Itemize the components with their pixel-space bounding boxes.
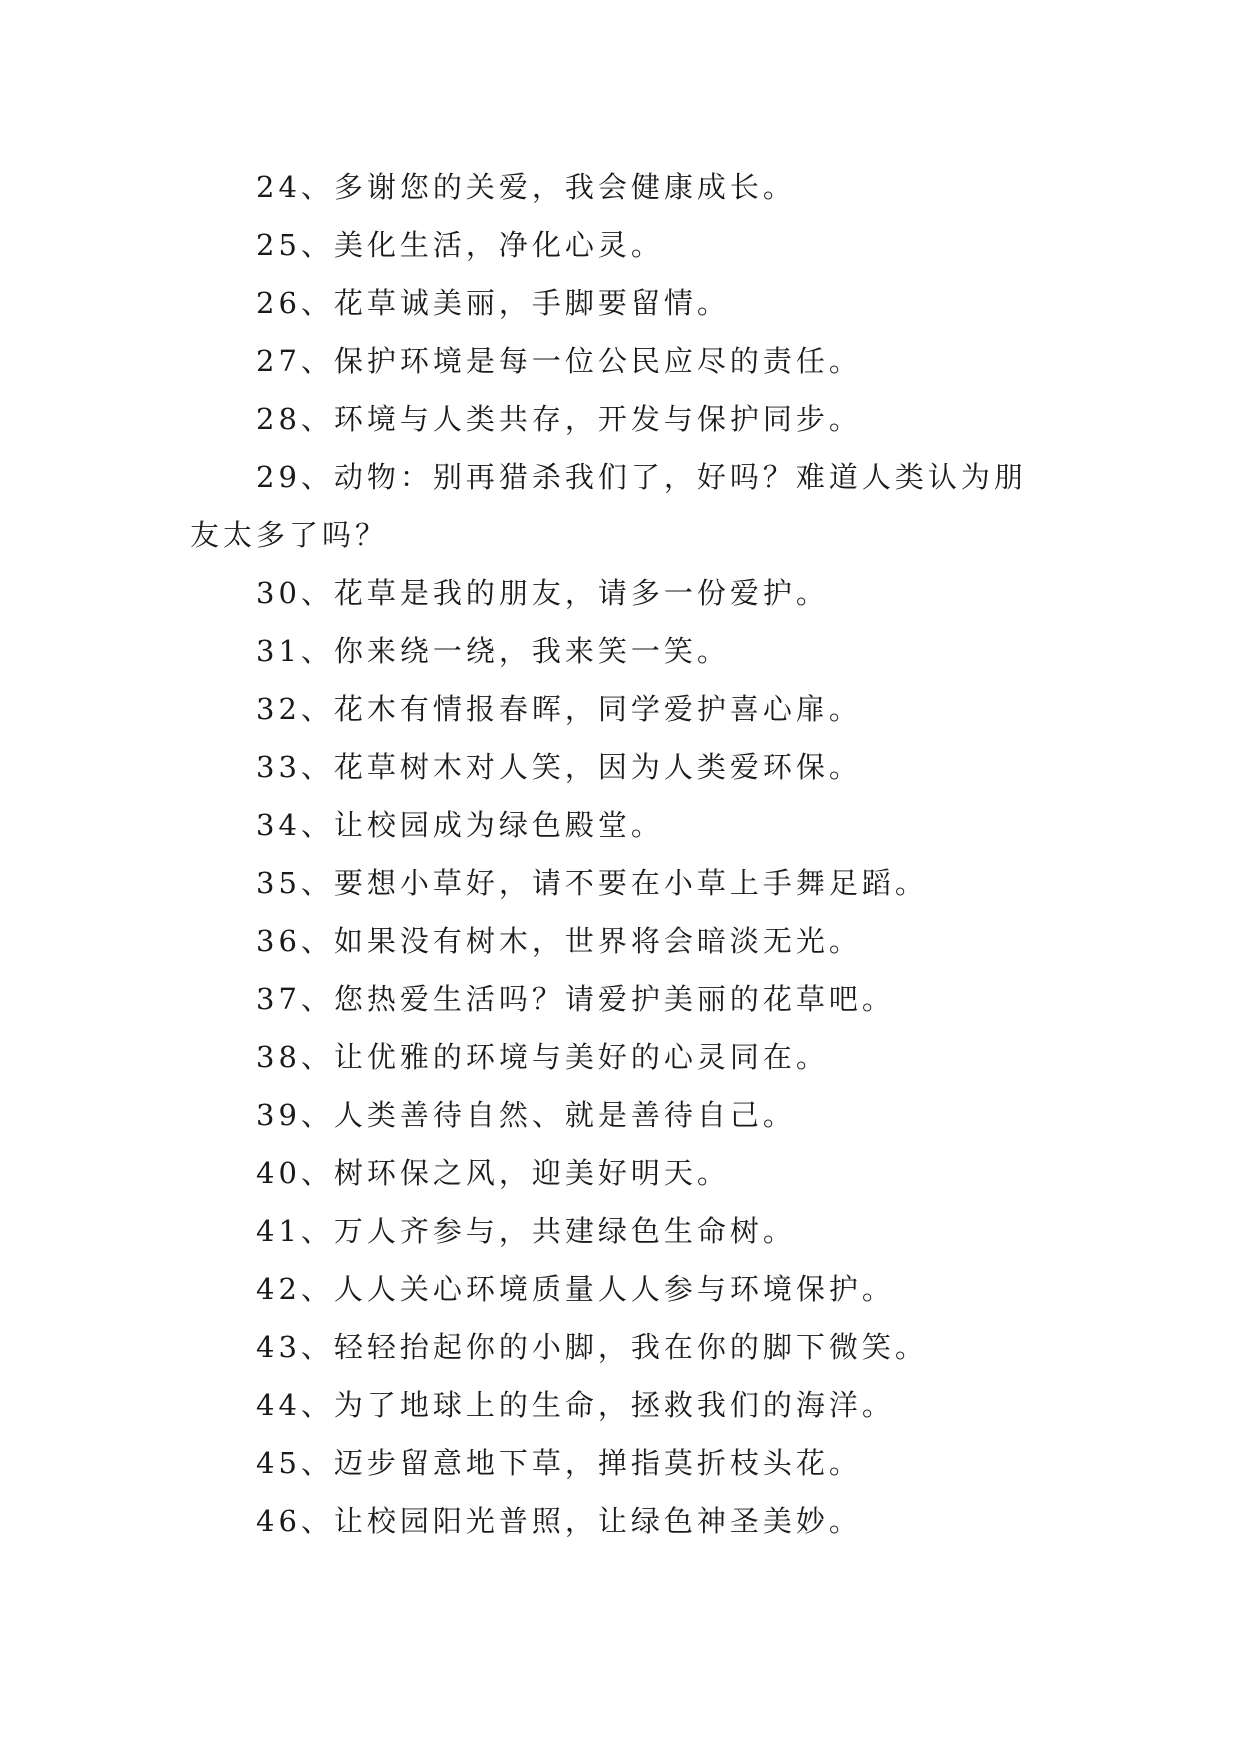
slogan-line: 33、花草树木对人笑，因为人类爱环保。	[256, 750, 862, 784]
slogan-line: 29、动物：别再猎杀我们了，好吗？难道人类认为朋友太多了吗？	[190, 460, 1027, 552]
slogan-line: 31、你来绕一绕，我来笑一笑。	[256, 634, 730, 668]
slogan-line: 36、如果没有树木，世界将会暗淡无光。	[256, 924, 862, 958]
slogan-line: 25、美化生活，净化心灵。	[256, 228, 664, 262]
slogan-line: 28、环境与人类共存，开发与保护同步。	[256, 402, 862, 436]
slogan-line: 30、花草是我的朋友，请多一份爱护。	[256, 576, 829, 610]
document-body	[190, 158, 1050, 1550]
slogan-line: 43、轻轻抬起你的小脚，我在你的脚下微笑。	[256, 1330, 928, 1364]
slogan-line: 41、万人齐参与，共建绿色生命树。	[256, 1214, 796, 1248]
slogan-line: 40、树环保之风，迎美好明天。	[256, 1156, 730, 1190]
slogan-line: 44、为了地球上的生命，拯救我们的海洋。	[256, 1388, 895, 1422]
slogan-line: 32、花木有情报春晖，同学爱护喜心扉。	[256, 692, 862, 726]
slogan-line: 37、您热爱生活吗？请爱护美丽的花草吧。	[256, 982, 895, 1016]
slogan-line: 39、人类善待自然、就是善待自己。	[256, 1098, 796, 1132]
slogan-line: 46、让校园阳光普照，让绿色神圣美妙。	[256, 1504, 862, 1538]
slogan-line: 45、迈步留意地下草，掸指莫折枝头花。	[256, 1446, 862, 1480]
slogan-line: 24、多谢您的关爱，我会健康成长。	[256, 170, 796, 204]
slogan-line: 26、花草诚美丽，手脚要留情。	[256, 286, 730, 320]
slogan-line: 34、让校园成为绿色殿堂。	[256, 808, 664, 842]
slogan-line: 35、要想小草好，请不要在小草上手舞足蹈。	[256, 866, 928, 900]
slogan-line: 38、让优雅的环境与美好的心灵同在。	[256, 1040, 829, 1074]
slogan-line: 42、人人关心环境质量人人参与环境保护。	[256, 1272, 895, 1306]
slogan-line: 27、保护环境是每一位公民应尽的责任。	[256, 344, 862, 378]
